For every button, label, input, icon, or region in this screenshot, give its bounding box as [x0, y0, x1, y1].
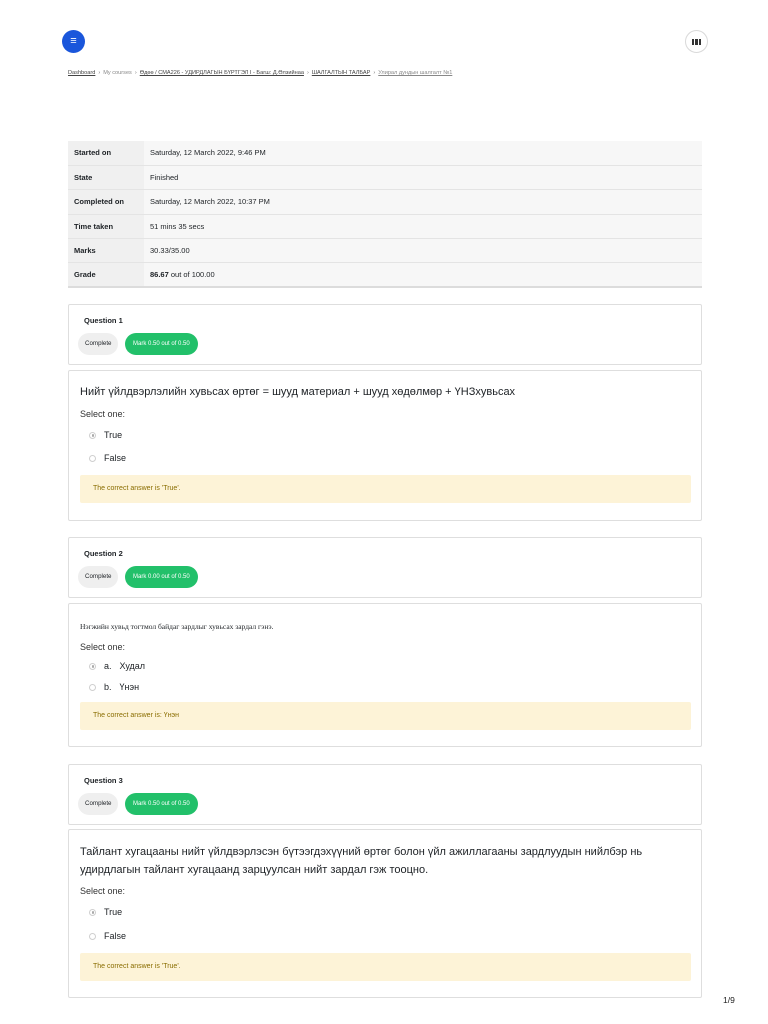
question-number: Question 3 — [84, 776, 123, 785]
question-text: Тайлант хугацааны нийт үйлдвэрлэсэн бүтээгдэхүүний өртөг болон үйл ажиллагааны зардлуудын нийлбэр нь удирдлагын тайлант хугацаанд зарцуулсан нийт зардал гэж тооцно. — [80, 846, 643, 876]
answer-option[interactable] — [89, 907, 122, 917]
summary-row — [68, 239, 702, 263]
answer-option-label: Худал — [119, 661, 146, 671]
radio-button[interactable] — [89, 684, 96, 691]
summary-row — [68, 190, 702, 214]
answer-option[interactable] — [89, 430, 122, 440]
summary-label: Time taken — [68, 214, 144, 238]
radio-button-checked[interactable] — [89, 663, 96, 670]
breadcrumb: Dashboard › My courses › Өдөө / СМА226 - УДИРДЛАГЫН БҮРТГЭЛ I - Багш: Д.Өлзийнаа › ШАЛГАЛТЫН ТАЛБАР › Улирал дундын шалгалт №1 — [68, 70, 453, 76]
correct-answer-feedback: The correct answer is 'True'. — [80, 953, 691, 981]
option-letter: b. — [104, 682, 112, 692]
summary-value: 30.33/35.00 — [144, 239, 702, 263]
correct-answer-feedback: The correct answer is 'True'. — [80, 475, 691, 503]
question-3-content — [68, 829, 702, 998]
question-mark-badge: Mark 0.50 out of 0.50 — [125, 793, 198, 815]
select-one-label: Select one: — [80, 886, 126, 896]
question-2-info — [68, 537, 702, 598]
question-1-info — [68, 304, 702, 365]
question-number: Question 1 — [84, 316, 123, 325]
answer-option[interactable] — [89, 453, 126, 463]
breadcrumb-quiz[interactable]: Улирал дундын шалгалт №1 — [378, 70, 453, 76]
columns-toggle-button[interactable] — [685, 30, 708, 53]
answer-option[interactable] — [89, 682, 139, 692]
question-state-badge: Complete — [78, 566, 118, 588]
summary-label: Completed on — [68, 190, 144, 214]
radio-button-checked[interactable] — [89, 432, 96, 439]
page-number: 1/9 — [723, 995, 735, 1005]
summary-row — [68, 165, 702, 189]
question-mark-badge: Mark 0.00 out of 0.50 — [125, 566, 198, 588]
question-mark-badge: Mark 0.50 out of 0.50 — [125, 333, 198, 355]
select-one-label: Select one: — [80, 642, 126, 652]
breadcrumb-course[interactable]: Өдөө / СМА226 - УДИРДЛАГЫН БҮРТГЭЛ I - Багш: Д.Өлзийнаа — [139, 70, 304, 76]
select-one-label: Select one: — [80, 409, 126, 419]
summary-value: 51 mins 35 secs — [144, 214, 702, 238]
option-letter: a. — [104, 661, 112, 671]
radio-button-checked[interactable] — [89, 909, 96, 916]
summary-value — [144, 263, 702, 287]
answer-option-label: True — [104, 907, 123, 917]
answer-option[interactable] — [89, 931, 126, 941]
summary-value: Finished — [144, 165, 702, 189]
question-1-content — [68, 370, 702, 521]
summary-value: Saturday, 12 March 2022, 10:37 PM — [144, 190, 702, 214]
breadcrumb-section[interactable]: ШАЛГАЛТЫН ТАЛБАР — [311, 70, 371, 76]
attempt-summary-table — [68, 141, 702, 288]
correct-answer-feedback: The correct answer is: Үнэн — [80, 702, 691, 730]
summary-label: State — [68, 165, 144, 189]
summary-row — [68, 263, 702, 287]
answer-option-label: Үнэн — [119, 682, 140, 692]
grade-value: 86.67 — [150, 270, 169, 280]
answer-option-label: True — [104, 430, 123, 440]
question-state-badge: Complete — [78, 333, 118, 355]
columns-icon — [692, 39, 702, 45]
question-3-info — [68, 764, 702, 825]
radio-button[interactable] — [89, 933, 96, 940]
answer-option[interactable] — [89, 661, 145, 671]
summary-row — [68, 141, 702, 165]
summary-label: Marks — [68, 239, 144, 263]
menu-button[interactable] — [62, 30, 85, 53]
summary-value: Saturday, 12 March 2022, 9:46 PM — [144, 141, 702, 165]
breadcrumb-my-courses: My courses — [103, 70, 132, 76]
question-number: Question 2 — [84, 549, 123, 558]
question-2-content — [68, 603, 702, 747]
grade-out-of: out of 100.00 — [168, 270, 215, 280]
question-state-badge: Complete — [78, 793, 118, 815]
radio-button[interactable] — [89, 455, 96, 462]
breadcrumb-dashboard[interactable]: Dashboard — [68, 70, 96, 76]
question-text: Нийт үйлдвэрлэлийн хувьсах өртөг = шууд материал + шууд хөдөлмөр + ҮНЗхувьсах — [80, 386, 516, 398]
question-text: Нэгжийн хувьд тогтмол байдаг зардлыг хувьсах зардал гэнэ. — [80, 622, 274, 631]
summary-row — [68, 214, 702, 238]
answer-option-label: False — [104, 931, 127, 941]
summary-label: Grade — [68, 263, 144, 287]
hamburger-icon: ≡ — [70, 35, 77, 47]
answer-option-label: False — [104, 453, 127, 463]
summary-label: Started on — [68, 141, 144, 165]
